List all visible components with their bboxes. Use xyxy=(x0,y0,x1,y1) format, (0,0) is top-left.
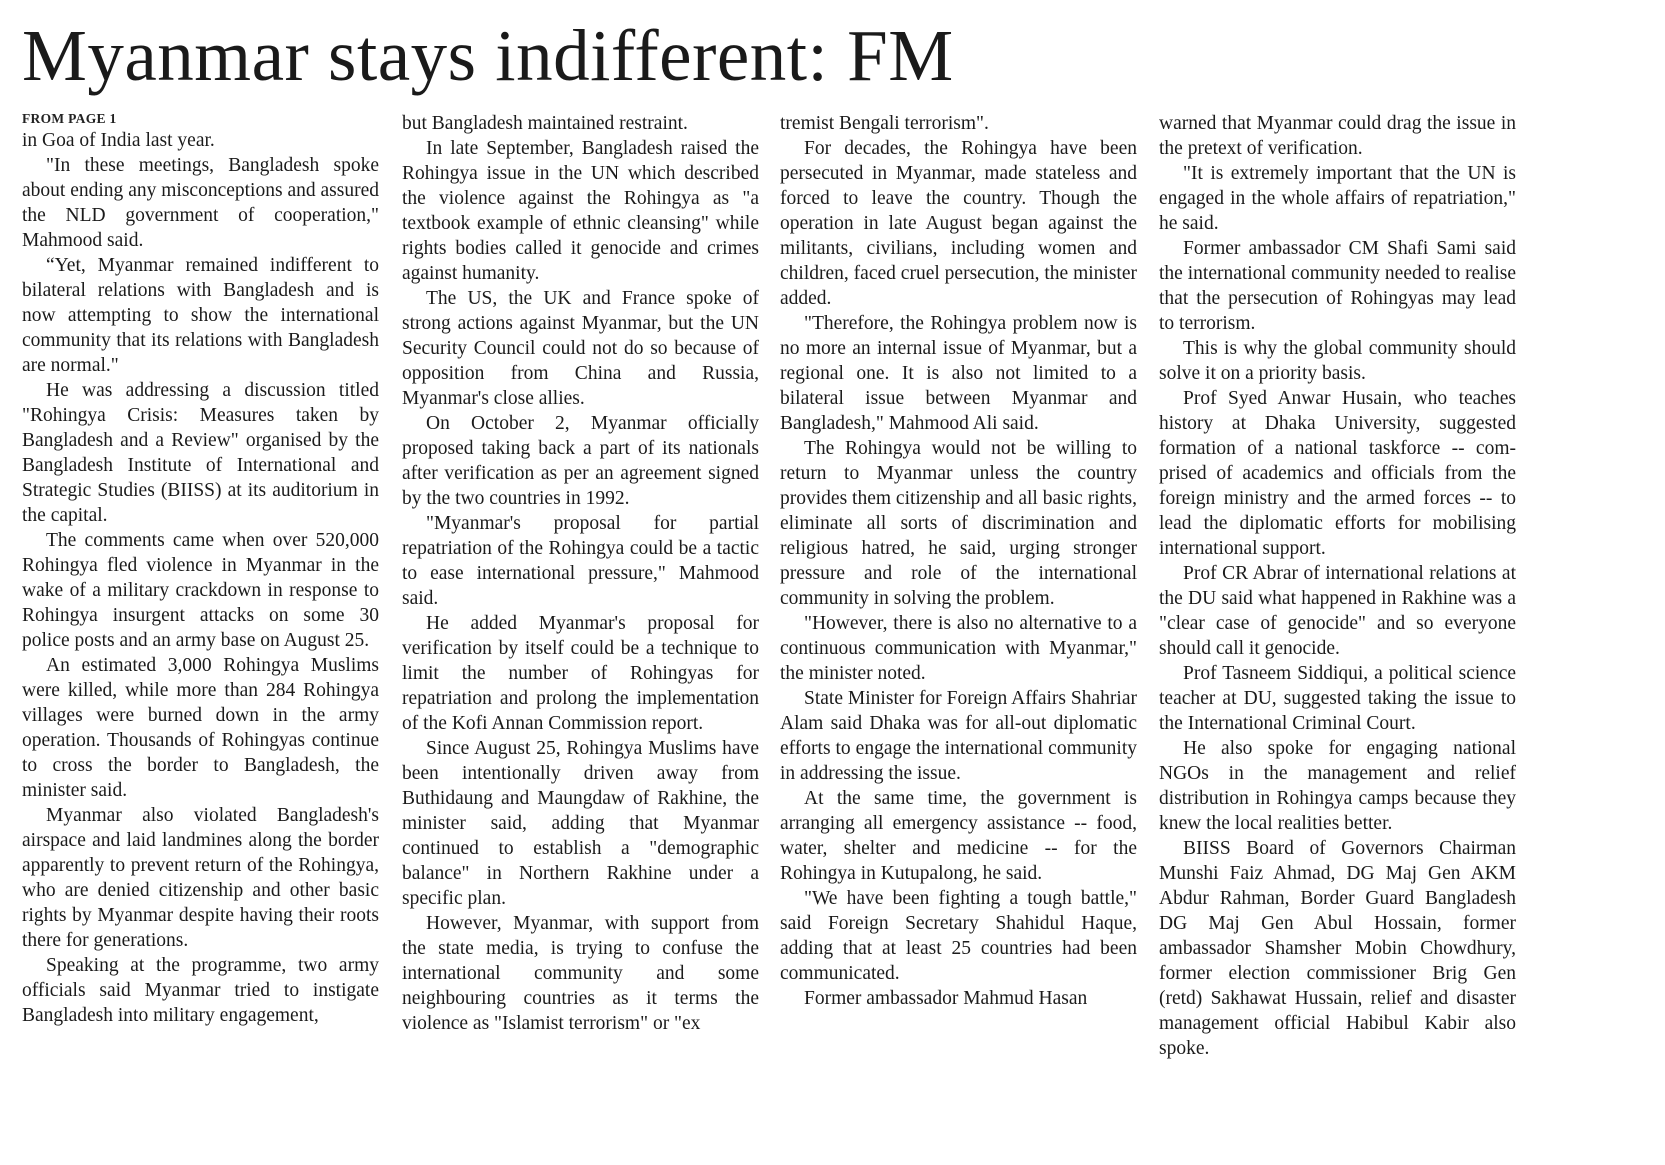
paragraph: Former ambassador CM Shafi Sami said the international community needed to realise that the persecution of Rohingyas may lead to terrorism. xyxy=(1159,238,1516,334)
paragraph: in Goa of India last year. xyxy=(22,130,215,151)
paragraph: Speaking at the programme, two army officials said Myanmar tried to instigate Bangladesh into military engagement, xyxy=(22,955,379,1026)
paragraph: The US, the UK and France spoke of strong actions against Myanmar, but the UN Security Council could not do so because of opposition from China and Russia, Myanmar's close allies. xyxy=(402,288,759,409)
paragraph: "In these meetings, Bangladesh spoke about ending any misconceptions and assured the NLD government of cooperation," Mahmood said. xyxy=(22,155,379,251)
paragraph: In late September, Bangladesh raised the Rohingya issue in the UN which described the violence against the Rohingya as "a textbook example of ethnic cleansing" while rights bodies called it genocide and crimes against humanity. xyxy=(402,138,759,284)
paragraph: He was addressing a discussion titled "Rohingya Crisis: Measures taken by Bangladesh and a Review" organised by the Bangladesh Institute of International and Strategic Studies (BIISS) at its auditorium in the capital. xyxy=(22,380,379,526)
paragraph: "However, there is also no alternative to a continuous communication with Myanmar," the minister noted. xyxy=(780,613,1137,684)
paragraph: "Myanmar's proposal for partial repatriation of the Rohingya could be a tactic to ease international pressure," Mahmood said. xyxy=(402,513,759,609)
paragraph: "It is extremely important that the UN is engaged in the whole affairs of repatriation," he said. xyxy=(1159,163,1516,234)
paragraph: tremist Bengali terrorism". xyxy=(780,113,989,134)
paragraph: Myanmar also violated Bangladesh's airspace and laid landmines along the border apparently to prevent return of the Rohingya, who are denied citizenship and other basic rights by Myanmar despite having their roots there for generations. xyxy=(22,805,379,951)
paragraph: Prof Tasneem Siddiqui, a political science teacher at DU, suggested taking the issue to the International Criminal Court. xyxy=(1159,663,1516,734)
jump-label: FROM PAGE 1 xyxy=(22,111,117,126)
paragraph: “Yet, Myanmar remained indifferent to bilateral relations with Bangladesh and is now attempting to show the international community that its relations with Bangladesh are normal." xyxy=(22,255,379,376)
paragraph: "Therefore, the Rohingya problem now is no more an internal issue of Myanmar, but a regional one. It is also not limited to a bilateral issue between Myanmar and Bangladesh," Mahmood Ali said. xyxy=(780,313,1137,434)
paragraph: Prof CR Abrar of international relations at the DU said what happened in Rakhine was a "clear case of genocide" and so everyone should call it genocide. xyxy=(1159,563,1516,659)
paragraph: This is why the global community should solve it on a priority basis. xyxy=(1159,338,1516,384)
paragraph: BIISS Board of Governors Chairman Munshi Faiz Ahmad, DG Maj Gen AKM Abdur Rahman, Border Guard Bangladesh DG Maj Gen Abul Hossain, former ambassador Shamsher Mobin Chowdhury, former election commissioner Brig Gen (retd) Sakhawat Hussain, relief and disaster management official Habibul Kabir also spoke. xyxy=(1159,838,1516,1059)
paragraph: The comments came when over 520,000 Rohingya fled violence in Myanmar in the wake of a military crackdown in response to Rohingya insurgent attacks on some 30 police posts and an army base on August 25. xyxy=(22,530,379,651)
paragraph: On October 2, Myanmar officially proposed taking back a part of its nationals after verification as per an agreement signed by the two countries in 1992. xyxy=(402,413,759,509)
paragraph: but Bangladesh maintained restraint. xyxy=(402,113,688,134)
headline: Myanmar stays indifferent: FM xyxy=(22,15,954,96)
paragraph: "We have been fighting a tough battle," said Foreign Secretary Shahidul Haque, adding that at least 25 countries had been communicated. xyxy=(780,888,1137,984)
paragraph: For decades, the Rohingya have been persecuted in Myanmar, made stateless and forced to leave the country. Though the operation in late August began against the militants, civilians, including women and children, faced cruel persecution, the minister added. xyxy=(780,138,1137,309)
paragraph: Since August 25, Rohingya Muslims have been intentionally driven away from Buthidaung and Maungdaw of Rakhine, the minister said, adding that Myanmar continued to establish a "demographic balance" in Northern Rakhine under a specific plan. xyxy=(402,738,759,909)
paragraph: He added Myanmar's proposal for verification by itself could be a technique to limit the number of Rohingyas for repatriation and prolong the implementation of the Kofi Annan Commission report. xyxy=(402,613,759,734)
paragraph: However, Myanmar, with support from the state media, is trying to confuse the international community and some neighbouring countries as it terms the violence as "Islamist terrorism" or "ex xyxy=(402,913,759,1034)
article-column-3 xyxy=(780,111,1137,1011)
paragraph: Prof Syed Anwar Husain, who teaches history at Dhaka University, suggested formation of a national taskforce -- comprised of academics and officials from the foreign ministry and the armed forces -- to lead the diplomatic efforts for mobilising international support. xyxy=(1159,388,1516,559)
paragraph: Former ambassador Mahmud Hasan xyxy=(804,988,1088,1009)
paragraph: He also spoke for engaging national NGOs in the management and relief distribution in Rohingya camps because they knew the local realities better. xyxy=(1159,738,1516,834)
paragraph: The Rohingya would not be willing to return to Myanmar unless the country provides them citizenship and all basic rights, eliminate all sorts of discrimination and religious hatred, he said, urging stronger pressure and role of the international community in solving the problem. xyxy=(780,438,1137,609)
paragraph: At the same time, the government is arranging all emergency assistance -- food, water, shelter and medicine -- for the Rohingya in Kutupalong, he said. xyxy=(780,788,1137,884)
paragraph: warned that Myanmar could drag the issue in the pretext of verification. xyxy=(1159,113,1516,159)
paragraph: An estimated 3,000 Rohingya Muslims were killed, while more than 284 Rohingya villages were burned down in the army operation. Thousands of Rohingyas continue to cross the border to Bangladesh, the minister said. xyxy=(22,655,379,801)
paragraph: State Minister for Foreign Affairs Shahriar Alam said Dhaka was for all-out diplomatic efforts to engage the international community in addressing the issue. xyxy=(780,688,1137,784)
article-column-2 xyxy=(402,111,759,1036)
article-column-4 xyxy=(1159,111,1516,1061)
article-column-1 xyxy=(22,111,379,1028)
article-body xyxy=(22,111,1614,1161)
